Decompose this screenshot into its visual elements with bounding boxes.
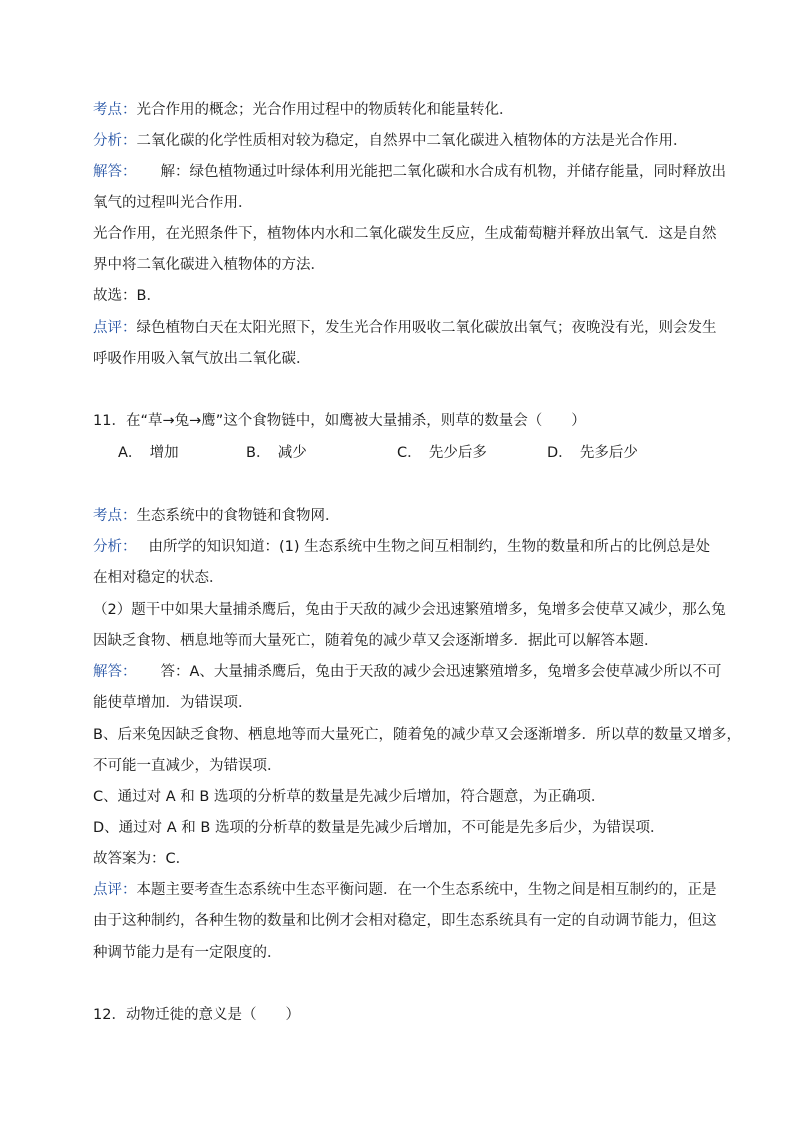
q10-jieda — [93, 162, 726, 182]
dianping-label: 点评： — [93, 320, 137, 336]
q11-kaodian — [93, 506, 340, 526]
q12-question: 12．动物迁徙的意义是（ ） — [93, 1007, 300, 1023]
q11-option-c: C． 先少后多 — [397, 445, 487, 461]
q10-answer: 故选：B． — [93, 288, 161, 304]
q11-fenxi-line4: 因缺乏食物、栖息地等而大量死亡，随着兔的减少草又会逐渐增多．据此可以解答本题． — [93, 633, 659, 649]
q11-fenxi — [93, 537, 710, 557]
q11-jieda-line5: C、通过对 A 和 B 选项的分析草的数量是先减少后增加，符合题意，为正确项． — [93, 789, 606, 805]
kaodian-label: 考点： — [93, 508, 137, 524]
q10-jieda-line4: 界中将二氧化碳进入植物体的方法． — [93, 257, 325, 273]
q11-jieda-line2: 能使草增加．为错误项． — [93, 695, 253, 711]
q10-jieda-line1: 解：绿色植物通过叶绿体利用光能把二氧化碳和水合成有机物，并储存能量，同时释放出 — [160, 164, 726, 180]
dianping-label: 点评： — [93, 882, 137, 898]
q11-question: 11．在“草→兔→鹰”这个食物链中，如鹰被大量捕杀，则草的数量会（ ） — [93, 413, 586, 429]
q11-option-a: A． 增加 — [118, 445, 179, 461]
q10-jieda-line2: 氧气的过程叫光合作用． — [93, 195, 253, 211]
q10-dianping — [93, 318, 717, 338]
q11-jieda — [93, 662, 721, 682]
q10-dianping-line2: 呼吸作用吸入氧气放出二氧化碳． — [93, 351, 311, 367]
q10-fenxi — [93, 131, 688, 151]
q11-answer: 故答案为：C． — [93, 851, 191, 867]
q10-kaodian — [93, 100, 514, 120]
q11-jieda-line4: 不可能一直减少，为错误项． — [93, 758, 282, 774]
fenxi-label: 分析： — [93, 133, 137, 149]
kaodian-label: 考点： — [93, 102, 137, 118]
q10-dianping-line1: 绿色植物白天在太阳光照下，发生光合作用吸收二氧化碳放出氧气；夜晚没有光，则会发生 — [136, 320, 717, 336]
fenxi-label: 分析： — [93, 539, 137, 555]
q11-jieda-line6: D、通过对 A 和 B 选项的分析草的数量是先减少后增加，不可能是先多后少，为错误项． — [93, 820, 665, 836]
q11-fenxi-line3: （2）题干中如果大量捕杀鹰后，兔由于天敌的减少会迅速繁殖增多，兔增多会使草又减少，那么兔 — [93, 602, 726, 618]
q11-option-d: D． 先多后少 — [547, 445, 638, 461]
q11-jieda-line3: B、后来兔因缺乏食物、栖息地等而大量死亡，随着兔的减少草又会逐渐增多．所以草的数量又增多， — [93, 727, 741, 743]
q11-jieda-line1: 答：A、大量捕杀鹰后，兔由于天敌的减少会迅速繁殖增多，兔增多会使草减少所以不可 — [160, 664, 722, 680]
q11-fenxi-line1: 由所学的知识知道：(1) 生态系统中生物之间互相制约，生物的数量和所占的比例总是处 — [148, 539, 711, 555]
q10-fenxi-text: 二氧化碳的化学性质相对较为稳定，自然界中二氧化碳进入植物体的方法是光合作用． — [136, 133, 688, 149]
q10-jieda-line3: 光合作用，在光照条件下，植物体内水和二氧化碳发生反应，生成葡萄糖并释放出氧气．这是自然 — [93, 226, 717, 242]
q10-kaodian-text: 光合作用的概念；光合作用过程中的物质转化和能量转化． — [136, 102, 514, 118]
q11-kaodian-text: 生态系统中的食物链和食物网． — [136, 508, 340, 524]
q11-dianping — [93, 880, 717, 900]
q11-dianping-line2: 由于这种制约，各种生物的数量和比例才会相对稳定，即生态系统具有一定的自动调节能力，但这 — [93, 913, 717, 929]
jieda-label: 解答： — [93, 164, 137, 180]
jieda-label: 解答： — [93, 664, 137, 680]
q11-option-b: B． 减少 — [246, 445, 307, 461]
q11-fenxi-line2: 在相对稳定的状态． — [93, 570, 224, 586]
q11-dianping-line3: 种调节能力是有一定限度的． — [93, 945, 282, 961]
q11-dianping-line1: 本题主要考查生态系统中生态平衡问题．在一个生态系统中，生物之间是相互制约的，正是 — [136, 882, 717, 898]
